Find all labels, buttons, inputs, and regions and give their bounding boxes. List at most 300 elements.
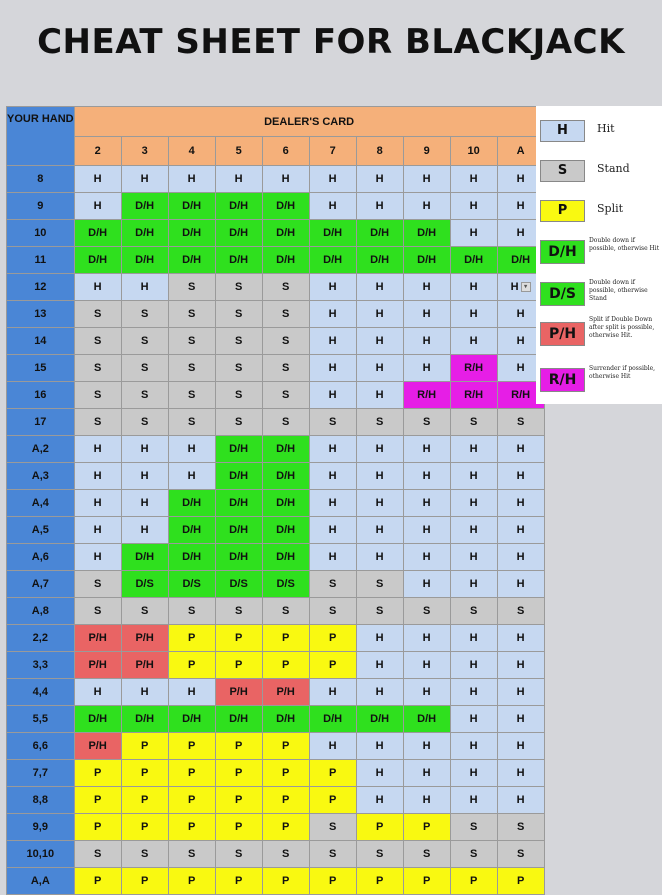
- move-label: P: [187, 821, 196, 833]
- move-cell: [356, 166, 403, 193]
- move-cell: [168, 706, 215, 733]
- dropdown-marker-icon[interactable]: ▾: [521, 282, 531, 292]
- move-label: H: [469, 470, 478, 482]
- move-cell: [121, 382, 168, 409]
- move-cell: [262, 193, 309, 220]
- move-cell: [497, 436, 544, 463]
- move-label: P: [140, 821, 149, 833]
- move-label: D/H: [276, 470, 296, 482]
- move-cell: [121, 355, 168, 382]
- move-label: P: [140, 875, 149, 887]
- move-label: H: [469, 497, 478, 509]
- move-cell: [215, 490, 262, 517]
- move-cell: [121, 787, 168, 814]
- move-label: H: [328, 686, 337, 698]
- move-cell: [309, 166, 356, 193]
- move-label: D/S: [135, 578, 154, 590]
- player-hand-cell: 17: [7, 409, 75, 436]
- move-label: S: [281, 848, 290, 860]
- move-cell: [74, 868, 121, 895]
- legend-label: Double down if possible, otherwise Stand: [589, 279, 648, 302]
- move-cell: [215, 328, 262, 355]
- move-label: D/H: [276, 200, 296, 212]
- move-label: D/H: [135, 254, 155, 266]
- move-label: H: [469, 281, 478, 293]
- move-cell: [497, 814, 544, 841]
- player-hand-cell: 6,6: [7, 733, 75, 760]
- move-label: S: [93, 308, 102, 320]
- move-label: H: [422, 470, 431, 482]
- move-cell: [121, 220, 168, 247]
- move-cell: [262, 868, 309, 895]
- table-row: [7, 787, 545, 814]
- table-row: [7, 328, 545, 355]
- table-row: [7, 274, 545, 301]
- move-label: S: [93, 578, 102, 590]
- move-cell: [215, 274, 262, 301]
- move-label: S: [328, 605, 337, 617]
- move-label: P: [281, 767, 290, 779]
- move-label: P: [281, 659, 290, 671]
- move-label: H: [375, 767, 384, 779]
- move-cell: [168, 760, 215, 787]
- move-label: P: [281, 821, 290, 833]
- move-label: H: [469, 173, 478, 185]
- move-cell: [215, 706, 262, 733]
- move-label: H: [516, 551, 525, 563]
- player-hand-cell: 8: [7, 166, 75, 193]
- move-cell: [309, 544, 356, 571]
- move-label: D/H: [135, 200, 155, 212]
- move-label: D/H: [182, 713, 202, 725]
- move-label: H: [328, 389, 337, 401]
- move-label: S: [187, 389, 196, 401]
- move-cell: [121, 733, 168, 760]
- move-cell: [74, 274, 121, 301]
- table-row: [7, 814, 545, 841]
- move-label: H: [375, 551, 384, 563]
- move-cell: [403, 517, 450, 544]
- move-label: S: [328, 578, 337, 590]
- legend-code: P: [540, 200, 585, 222]
- table-row: [7, 625, 545, 652]
- move-label: D/H: [370, 713, 390, 725]
- move-label: S: [93, 416, 102, 428]
- player-hand-cell: A,A: [7, 868, 75, 895]
- move-cell: [403, 544, 450, 571]
- move-label: D/H: [229, 497, 249, 509]
- move-label: P: [187, 767, 196, 779]
- move-cell: [403, 382, 450, 409]
- move-cell: [121, 679, 168, 706]
- move-cell: [74, 382, 121, 409]
- move-label: P/H: [135, 659, 154, 671]
- move-label: S: [93, 335, 102, 347]
- table-row: [7, 706, 545, 733]
- move-cell: [356, 382, 403, 409]
- move-cell: [215, 571, 262, 598]
- move-cell: [356, 328, 403, 355]
- move-cell: [309, 490, 356, 517]
- move-cell: [309, 841, 356, 868]
- move-label: H: [516, 740, 525, 752]
- move-cell: [262, 517, 309, 544]
- move-label: P/H: [276, 686, 295, 698]
- move-cell: [74, 355, 121, 382]
- player-hand-cell: 13: [7, 301, 75, 328]
- move-cell: [497, 679, 544, 706]
- move-cell: [450, 760, 497, 787]
- move-label: H: [422, 767, 431, 779]
- move-label: H: [375, 200, 384, 212]
- player-hand-cell: A,3: [7, 463, 75, 490]
- move-cell: [450, 463, 497, 490]
- player-hand-cell: 4,4: [7, 679, 75, 706]
- move-label: H: [328, 308, 337, 320]
- player-hand-cell: 9: [7, 193, 75, 220]
- move-cell: [356, 733, 403, 760]
- player-hand-cell: 9,9: [7, 814, 75, 841]
- move-cell: [262, 490, 309, 517]
- move-label: P: [187, 740, 196, 752]
- dealer-card-cell: 7: [309, 137, 356, 166]
- move-label: H: [422, 524, 431, 536]
- move-cell: [121, 517, 168, 544]
- move-label: P/H: [88, 740, 107, 752]
- player-hand-cell: A,2: [7, 436, 75, 463]
- table-row: [7, 490, 545, 517]
- player-hand-cell: 2,2: [7, 625, 75, 652]
- move-cell: [168, 220, 215, 247]
- move-label: S: [140, 308, 149, 320]
- move-label: S: [469, 821, 478, 833]
- move-cell: [356, 679, 403, 706]
- move-label: P: [140, 794, 149, 806]
- page-title: CHEAT SHEET FOR BLACKJACK: [37, 22, 625, 62]
- player-hand-cell: 10: [7, 220, 75, 247]
- move-cell: [403, 868, 450, 895]
- legend-code: D/S: [540, 282, 585, 306]
- move-cell: [168, 166, 215, 193]
- move-label: H: [328, 173, 337, 185]
- move-cell: [74, 814, 121, 841]
- move-label: S: [516, 821, 525, 833]
- move-label: H: [422, 173, 431, 185]
- move-label: H: [516, 443, 525, 455]
- move-cell: [168, 355, 215, 382]
- move-label: H: [516, 713, 525, 725]
- move-label: S: [93, 389, 102, 401]
- move-cell: [121, 652, 168, 679]
- strategy-table: [6, 106, 545, 895]
- player-hand-cell: A,4: [7, 490, 75, 517]
- move-label: R/H: [417, 389, 437, 401]
- move-label: S: [422, 848, 431, 860]
- move-cell: [450, 328, 497, 355]
- move-label: P: [234, 659, 243, 671]
- move-cell: [74, 706, 121, 733]
- move-cell: [450, 247, 497, 274]
- table-row: [7, 220, 545, 247]
- legend-label: Stand: [597, 162, 630, 175]
- move-cell: [262, 652, 309, 679]
- dealer-card-cell: 9: [403, 137, 450, 166]
- move-label: H: [469, 578, 478, 590]
- move-label: R/H: [511, 389, 531, 401]
- move-label: S: [187, 848, 196, 860]
- move-label: D/H: [276, 497, 296, 509]
- move-cell: [168, 679, 215, 706]
- move-cell: [74, 247, 121, 274]
- move-cell: [497, 490, 544, 517]
- move-cell: [403, 301, 450, 328]
- move-cell: [309, 220, 356, 247]
- move-cell: [403, 598, 450, 625]
- move-cell: [262, 301, 309, 328]
- move-label: S: [234, 362, 243, 374]
- player-hand-cell: A,7: [7, 571, 75, 598]
- move-cell: [309, 652, 356, 679]
- move-label: H: [375, 173, 384, 185]
- move-cell: [403, 841, 450, 868]
- move-cell: [356, 193, 403, 220]
- move-cell: [450, 274, 497, 301]
- move-label: D/H: [229, 551, 249, 563]
- move-cell: [74, 544, 121, 571]
- move-cell: [168, 409, 215, 436]
- move-label: H: [422, 200, 431, 212]
- move-label: H: [469, 335, 478, 347]
- move-cell: [356, 868, 403, 895]
- move-cell: [309, 328, 356, 355]
- move-label: H: [469, 632, 478, 644]
- move-cell: [450, 517, 497, 544]
- move-label: H: [375, 740, 384, 752]
- move-label: S: [328, 416, 337, 428]
- move-cell: [168, 436, 215, 463]
- player-hand-cell: 8,8: [7, 787, 75, 814]
- move-cell: [403, 787, 450, 814]
- player-hand-cell: 5,5: [7, 706, 75, 733]
- table-row: [7, 463, 545, 490]
- your-hand-header: YOUR HAND: [7, 107, 75, 166]
- move-cell: [168, 328, 215, 355]
- move-label: D/H: [182, 227, 202, 239]
- move-label: D/H: [229, 254, 249, 266]
- legend-label: Surrender if possible, otherwise Hit: [589, 365, 656, 380]
- move-cell: [403, 220, 450, 247]
- move-label: H: [422, 578, 431, 590]
- table-row: [7, 868, 545, 895]
- move-cell: [309, 436, 356, 463]
- move-cell: [309, 706, 356, 733]
- move-label: H: [375, 659, 384, 671]
- move-cell: [356, 517, 403, 544]
- move-label: P: [187, 632, 196, 644]
- move-cell: [121, 490, 168, 517]
- move-cell: [168, 301, 215, 328]
- move-label: P: [281, 875, 290, 887]
- move-cell: [121, 274, 168, 301]
- move-label: H: [281, 173, 290, 185]
- move-label: S: [469, 416, 478, 428]
- move-label: S: [234, 848, 243, 860]
- move-label: H: [140, 443, 149, 455]
- move-cell: [309, 355, 356, 382]
- move-label: D/H: [135, 227, 155, 239]
- move-label: P/H: [88, 632, 107, 644]
- move-label: S: [140, 605, 149, 617]
- move-label: D/H: [182, 254, 202, 266]
- move-label: H: [516, 497, 525, 509]
- move-label: P: [328, 794, 337, 806]
- move-cell: [74, 490, 121, 517]
- move-cell: [497, 706, 544, 733]
- move-cell: [215, 166, 262, 193]
- move-label: D/H: [182, 200, 202, 212]
- move-label: S: [375, 605, 384, 617]
- move-cell: [74, 598, 121, 625]
- move-label: S: [516, 848, 525, 860]
- move-label: S: [422, 416, 431, 428]
- move-cell: [168, 274, 215, 301]
- move-cell: [356, 220, 403, 247]
- move-cell: [403, 706, 450, 733]
- move-cell: [309, 247, 356, 274]
- move-label: S: [93, 605, 102, 617]
- move-cell: [450, 787, 497, 814]
- move-cell: [168, 625, 215, 652]
- move-cell: [215, 598, 262, 625]
- move-label: S: [281, 416, 290, 428]
- move-cell: [74, 787, 121, 814]
- table-row: [7, 544, 545, 571]
- move-label: H: [422, 281, 431, 293]
- move-label: H: [234, 173, 243, 185]
- dealer-card-cell: 2: [74, 137, 121, 166]
- table-row: [7, 571, 545, 598]
- move-label: S: [281, 335, 290, 347]
- move-label: S: [140, 416, 149, 428]
- move-label: H: [516, 794, 525, 806]
- move-label: H: [375, 308, 384, 320]
- move-cell: [356, 598, 403, 625]
- move-label: P/H: [88, 659, 107, 671]
- move-cell: [309, 598, 356, 625]
- move-cell: [356, 355, 403, 382]
- move-cell: [262, 571, 309, 598]
- move-label: D/H: [229, 524, 249, 536]
- move-cell: [262, 436, 309, 463]
- move-cell: [450, 436, 497, 463]
- move-cell: [121, 247, 168, 274]
- move-label: S: [375, 578, 384, 590]
- move-label: S: [234, 308, 243, 320]
- move-cell: [262, 328, 309, 355]
- move-cell: [121, 706, 168, 733]
- move-label: P: [281, 794, 290, 806]
- move-label: H: [93, 686, 102, 698]
- move-cell: [309, 814, 356, 841]
- move-label: P: [187, 875, 196, 887]
- move-label: D/H: [135, 551, 155, 563]
- table-row: [7, 409, 545, 436]
- move-label: D/H: [182, 524, 202, 536]
- move-label: S: [281, 281, 290, 293]
- legend-code: H: [540, 120, 585, 142]
- move-label: D/H: [182, 551, 202, 563]
- move-label: H: [516, 524, 525, 536]
- move-label: H: [422, 659, 431, 671]
- move-label: P: [281, 632, 290, 644]
- move-label: D/H: [276, 254, 296, 266]
- dealer-card-cell: 8: [356, 137, 403, 166]
- move-label: D/H: [511, 254, 531, 266]
- move-label: S: [281, 362, 290, 374]
- move-label: H: [375, 281, 384, 293]
- move-label: H: [516, 659, 525, 671]
- move-label: H: [140, 686, 149, 698]
- move-cell: [215, 814, 262, 841]
- move-label: P: [328, 875, 337, 887]
- move-label: H: [516, 308, 525, 320]
- player-hand-cell: A,8: [7, 598, 75, 625]
- move-label: P: [469, 875, 478, 887]
- move-label: H: [375, 632, 384, 644]
- move-label: H: [328, 524, 337, 536]
- move-label: H: [93, 173, 102, 185]
- table-row: [7, 355, 545, 382]
- move-cell: [215, 868, 262, 895]
- move-label: H: [516, 200, 525, 212]
- move-label: D/H: [135, 713, 155, 725]
- move-label: S: [234, 416, 243, 428]
- legend-code: R/H: [540, 368, 585, 392]
- move-label: D/H: [323, 713, 343, 725]
- move-cell: [309, 409, 356, 436]
- move-cell: [403, 571, 450, 598]
- move-cell: [74, 463, 121, 490]
- move-label: P: [281, 740, 290, 752]
- dealer-card-cell: 5: [215, 137, 262, 166]
- move-cell: [121, 544, 168, 571]
- move-cell: [74, 166, 121, 193]
- move-label: H: [469, 767, 478, 779]
- move-cell: [356, 247, 403, 274]
- table-row: [7, 193, 545, 220]
- legend-label: Hit: [597, 122, 615, 135]
- move-label: D/H: [464, 254, 484, 266]
- move-label: H: [93, 497, 102, 509]
- move-label: D/S: [276, 578, 295, 590]
- dealers-card-header: DEALER'S CARD: [74, 107, 544, 137]
- move-label: P: [140, 767, 149, 779]
- move-label: D/H: [229, 227, 249, 239]
- move-label: H: [422, 308, 431, 320]
- move-cell: [497, 868, 544, 895]
- move-cell: [356, 463, 403, 490]
- move-label: H: [422, 335, 431, 347]
- move-label: D/H: [276, 227, 296, 239]
- move-label: H: [328, 281, 337, 293]
- move-cell: [356, 652, 403, 679]
- move-cell: [450, 733, 497, 760]
- move-label: H: [422, 632, 431, 644]
- move-cell: [309, 463, 356, 490]
- move-cell: [262, 166, 309, 193]
- move-label: D/H: [88, 254, 108, 266]
- move-cell: [450, 841, 497, 868]
